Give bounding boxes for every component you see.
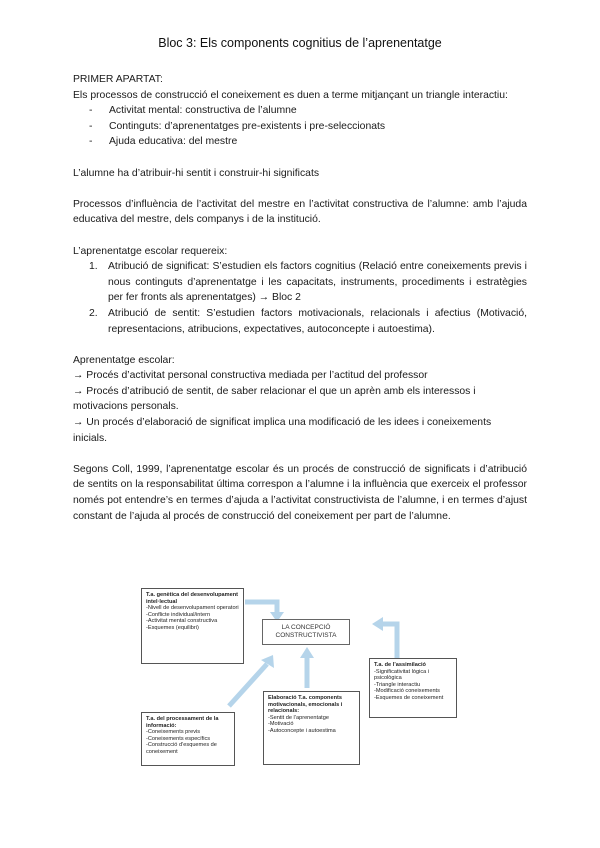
paragraph-coll: Segons Coll, 1999, l’aprenentatge escolar és un procés de construcció de significats i d’atribució de sentits on la responsabilitat última correspon a l’alumne i la influència que exerceix el professor només pot entendre’s en termes d’ajuda a l’activitat constructivista de l’alumne, i en termes d’ajust constant de l’ajuda al procés de construcció del coneixement per part de l’alumne. [73, 463, 527, 522]
box-line: -Nivell de desenvolupament operatori [146, 605, 239, 612]
arrow-from-assimilacio [381, 624, 397, 660]
list-item: - Continguts: d’aprenentatges pre-existents i pre-seleccionats [89, 119, 527, 135]
box-line: -Modificació coneixements [374, 688, 440, 695]
constructivism-diagram [141, 584, 477, 770]
box-teoria-assimilacio [369, 658, 457, 718]
list-item [73, 259, 527, 306]
box-line: -Sentit de l’aprenentatge [268, 714, 329, 721]
box-line: -Autoconcepte i autoestima [268, 727, 336, 734]
box-line: -Activitat mental constructiva [146, 618, 218, 625]
item-text: Atribució de sentit: S’estudien factors motivacionals, relacionals i afectius (Motivació, representacions, atribucions, expectatives, autoconcepte i autoestima). [108, 307, 527, 335]
item-text: Atribució de significat: S’estudien els factors cognitius (Relació entre coneixements previs i nous continguts d’aprenentatge i les capacitats, instruments, procediments i estratègies per fer fronts als aprenentatges) → Bloc 2 [108, 261, 527, 304]
paragraph-processos: Processos d’influència de l’activitat del mestre en l’activitat constructiva de l’alumne: amb l’ajuda educativa del mestre, dels companys i de la institució. [73, 198, 527, 226]
escolar-line: → Procés d’activitat personal constructiva mediada per l’actitud del professor [73, 370, 428, 382]
paragraph-alumne: L’alumne ha d’atribuir-hi sentit i construir-hi significats [73, 167, 320, 179]
triangle-list [73, 103, 527, 150]
box-title: Elaboració T.a. components motivacionals, emocionals i relacionals: [268, 695, 343, 715]
box-line: -Conflicte individual/intern [146, 611, 211, 618]
box-line: -Esquemes (equilibri) [146, 624, 199, 631]
page-title: Bloc 3: Els components cognitius de l’aprenentatge [158, 36, 442, 50]
box-line: -Significativitat lògica i psicològica [374, 668, 430, 682]
list-item [73, 306, 527, 337]
box-line: -Esquemes de coneixement [374, 694, 444, 701]
escolar-line: → Procés d’atribució de sentit, de saber relacionar el que un aprèn amb els interessos i motivacions personals. [73, 385, 476, 413]
box-line: -Coneixements específics [146, 735, 211, 742]
box-line: -Triangle interactiu [374, 681, 421, 688]
box-title: T.a. del processament de la informació: [146, 716, 219, 729]
escolar-line: → Un procés d’elaboració de significat implica una modificació de les idees i coneixements inicials. [73, 417, 492, 444]
arrowhead [372, 617, 383, 631]
box-title: T.a. genètica del desenvolupament intel·lectual [146, 592, 239, 605]
escolar-heading: Aprenentatge escolar: [73, 354, 175, 366]
list-item: - Activitat mental: constructiva de l’alumne [89, 103, 527, 119]
box-line: -Coneixements previs [146, 729, 201, 736]
section-heading: PRIMER APARTAT: [73, 74, 163, 85]
box-teoria-genetica [141, 588, 244, 664]
requereix-heading: L’aprenentatge escolar requereix: [73, 245, 228, 257]
document-body [73, 72, 527, 524]
item-number: 1. [89, 261, 98, 273]
arrowhead [300, 647, 314, 658]
arrow-from-processament [229, 664, 267, 706]
box-title: T.a. de l’assimilació [374, 662, 426, 668]
box-processament-informacio [141, 712, 235, 766]
center-concept-box: LA CONCEPCIÓ CONSTRUCTIVISTA [262, 619, 350, 645]
list-item: - Ajuda educativa: del mestre [89, 134, 527, 150]
box-line: -Motivació [268, 721, 294, 728]
box-components-motivacionals [263, 691, 360, 765]
box-line: -Construcció d’esquemes de coneixement [146, 742, 217, 755]
requereix-list [73, 259, 527, 337]
triangle-intro: Els processos de construcció el coneixement es duen a terme mitjançant un triangle interactiu: [73, 89, 508, 101]
item-number: 2. [89, 307, 98, 319]
